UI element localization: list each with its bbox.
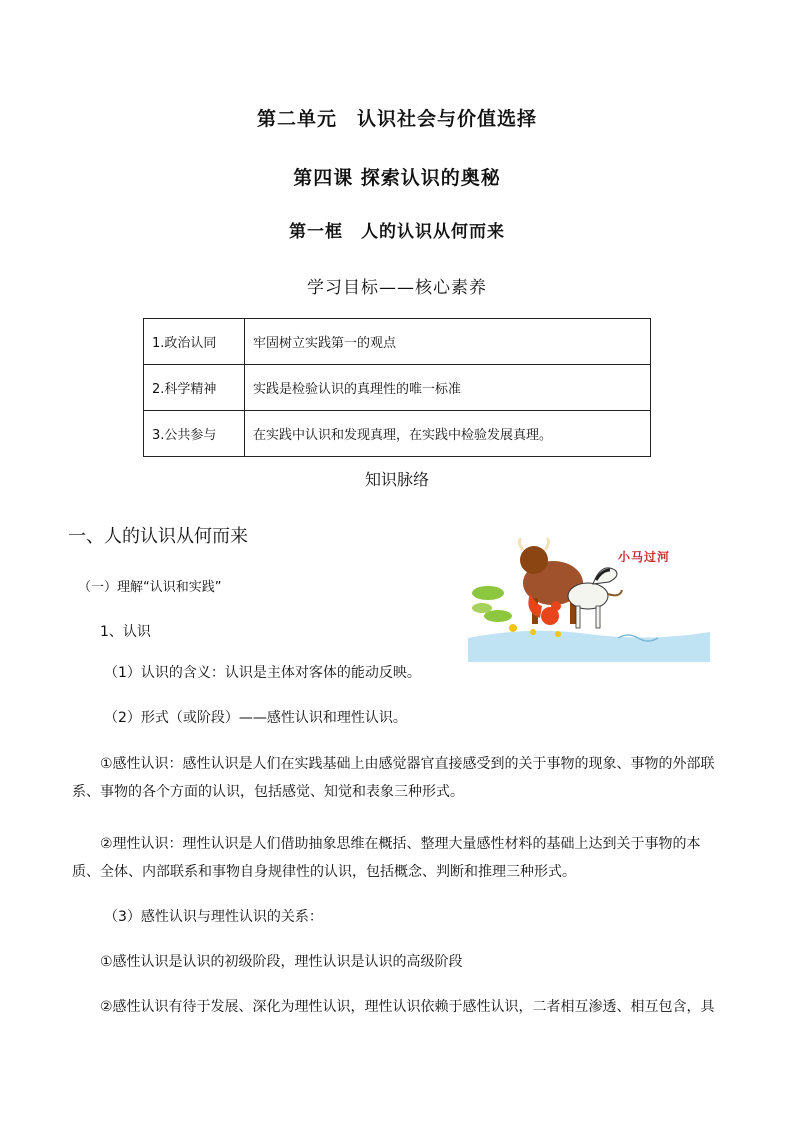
table-row bbox=[144, 411, 651, 457]
horse-tail bbox=[608, 590, 622, 595]
leaf-shape bbox=[472, 603, 492, 613]
paragraph: ①感性认识：感性认识是人们在实践基础上由感觉器官直接感受到的关于事物的现象、事物的外部联系、事物的各个方面的认识，包括感觉、知觉和表象三种形式。 bbox=[72, 756, 715, 800]
paragraph: （3）感性认识与理性认识的关系： bbox=[104, 909, 323, 925]
paragraph: （1）认识的含义：认识是主体对客体的能动反映。 bbox=[104, 665, 421, 681]
goal-text: 牢固树立实践第一的观点 bbox=[245, 319, 651, 365]
water-shape bbox=[468, 631, 710, 662]
goals-table bbox=[143, 318, 651, 457]
unit-title: 第二单元 认识社会与价值选择 bbox=[256, 108, 537, 130]
paragraph: （2）形式（或阶段）——感性认识和理性认识。 bbox=[104, 710, 407, 726]
heading-level-3: 1、认识 bbox=[100, 624, 151, 640]
goals-heading: 学习目标——核心素养 bbox=[307, 278, 487, 298]
leaf-shape bbox=[472, 586, 504, 600]
table-row bbox=[144, 319, 651, 365]
cow-head bbox=[520, 546, 548, 574]
flower-dot bbox=[509, 624, 517, 632]
table-row bbox=[144, 365, 651, 411]
flower-dot bbox=[530, 629, 536, 635]
goal-text: 在实践中认识和发现真理，在实践中检验发展真理。 bbox=[245, 411, 651, 457]
lesson-title: 第四课 探索认识的奥秘 bbox=[293, 167, 501, 189]
knowledge-heading: 知识脉络 bbox=[364, 470, 429, 489]
goal-text: 实践是检验认识的真理性的唯一标准 bbox=[245, 365, 651, 411]
goal-label: 2.科学精神 bbox=[144, 365, 245, 411]
horse-leg bbox=[576, 606, 580, 628]
horse-body bbox=[568, 583, 608, 609]
illustration-caption: 小马过河 bbox=[618, 550, 671, 564]
paragraph: ①感性认识是认识的初级阶段，理性认识是认识的高级阶段 bbox=[100, 954, 463, 970]
goal-label: 3.公共参与 bbox=[144, 411, 245, 457]
goal-label: 1.政治认同 bbox=[144, 319, 245, 365]
illustration-little-horse-crossing-river bbox=[468, 538, 710, 662]
paragraph: ②理性认识：理性认识是人们借助抽象思维在概括、整理大量感性材料的基础上达到关于事物的本质、全体、内部联系和事物自身规律性的认识，包括概念、判断和推理三种形式。 bbox=[72, 836, 701, 880]
horse-leg bbox=[596, 606, 600, 628]
paragraph: ②感性认识有待于发展、深化为理性认识，理性认识依赖于感性认识，二者相互渗透、相互包含，具 bbox=[100, 999, 715, 1015]
section-title: 第一框 人的认识从何而来 bbox=[289, 222, 505, 242]
illustration-drawing bbox=[468, 538, 710, 662]
squirrel-head bbox=[551, 601, 561, 611]
heading-level-2: （一）理解“认识和实践” bbox=[78, 580, 222, 595]
flower-dot bbox=[555, 631, 561, 637]
heading-level-1: 一、人的认识从何而来 bbox=[68, 526, 248, 547]
